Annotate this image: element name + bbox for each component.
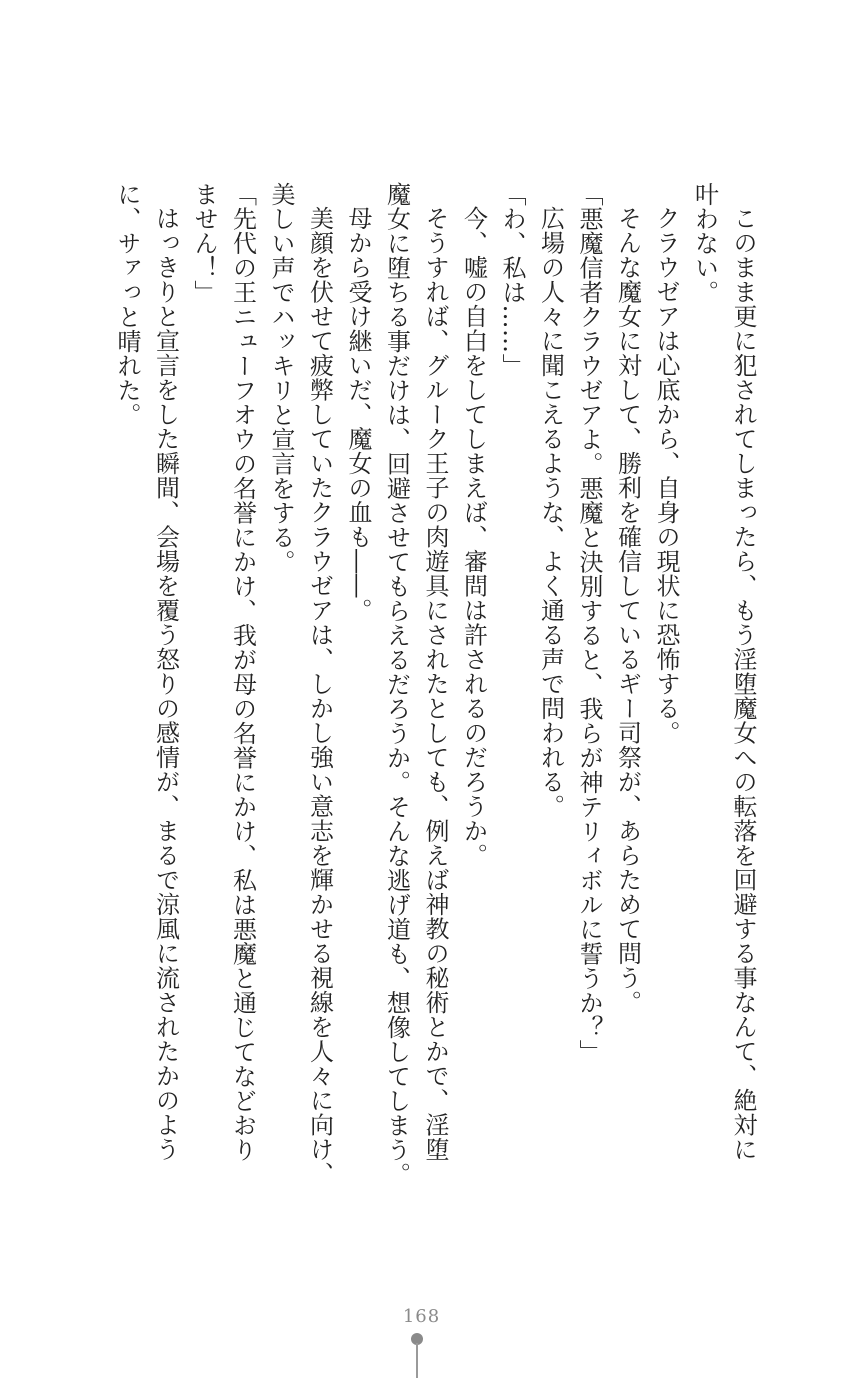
body-text	[113, 182, 762, 1187]
text-line: 魔女に堕ちる事だけは、回避させてもらえるだろうか。そんな逃げ道も、想像してしまう。	[382, 182, 411, 1187]
text-line: ません！」	[190, 182, 218, 305]
text-line: 「わ、私は……」	[498, 182, 526, 378]
text-line: はっきりと宣言をした瞬間、会場を覆う怒りの感情が、まるで涼風に流されたかのよう	[151, 206, 180, 1162]
text-line: 今、嘘の自白をしてしまえば、審問は許されるのだろうか。	[459, 206, 488, 868]
text-line: 「先代の王ニューフオウの名誉にかけ、我が母の名誉にかけ、私は悪魔と通じてなどおり	[228, 182, 257, 1162]
text-line: 「悪魔信者クラウゼアよ。悪魔と決別すると、我らが神テリィボルに誓うか？」	[575, 182, 603, 1064]
text-line: クラウゼアは心底から、自身の現状に恐怖する。	[652, 206, 680, 745]
text-line: そんな魔女に対して、勝利を確信しているギー司祭が、あらためて問う。	[613, 206, 642, 1015]
page-marker-line	[416, 1343, 418, 1378]
text-line: そうすれば、グルーク王子の肉遊具にされたとしても、例えば神教の秘術とかで、淫堕	[421, 206, 449, 1162]
page-number: 168	[402, 1306, 441, 1327]
text-line: 叶わない。	[690, 182, 719, 305]
text-line: このまま更に犯されてしまったら、もう淫堕魔女への転落を回避する事なんて、絶対に	[729, 206, 757, 1162]
text-line: 母から受け継いだ、魔女の血も――。	[344, 206, 372, 623]
text-line: 美顔を伏せて疲弊していたクラウゼアは、しかし強い意志を輝かせる視線を人々に向け、	[305, 206, 334, 1186]
text-line: に、サァっと晴れた。	[113, 182, 141, 427]
text-line: 美しい声でハッキリと宣言をする。	[267, 182, 295, 574]
text-line: 広場の人々に聞こえるような、よく通る声で問われる。	[536, 206, 565, 819]
